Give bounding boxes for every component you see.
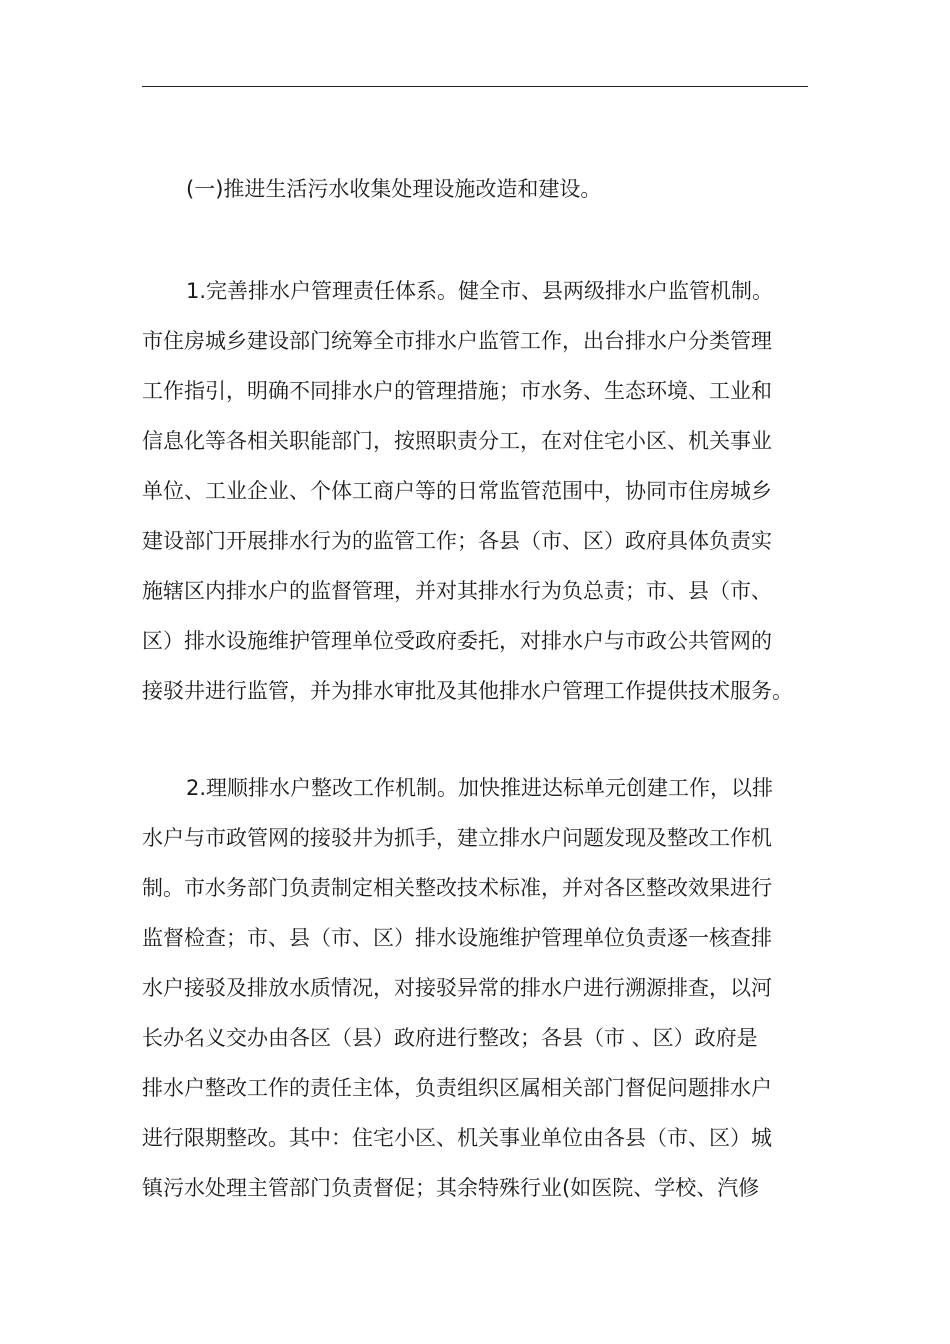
paragraph-line: 长办名义交办由各区（县）政府进行整改；各县（市 、区）政府是 xyxy=(142,1026,758,1050)
section-heading: (一)推进生活污水收集处理设施改造和建设。 xyxy=(186,177,602,201)
paragraph-line: 单位、工业企业、个体工商户等的日常监管范围中，协同市住房城乡 xyxy=(142,479,772,503)
paragraph-line: 镇污水处理主管部门负责督促；其余特殊行业(如医院、学校、汽修 xyxy=(142,1176,760,1200)
paragraph-line: 市住房城乡建设部门统筹全市排水户监管工作，出台排水户分类管理 xyxy=(142,329,772,353)
paragraph-line: 制。市水务部门负责制定相关整改技术标准，并对各区整改效果进行 xyxy=(142,876,772,900)
paragraph-2 xyxy=(142,773,773,1223)
paragraph-line: 区）排水设施维护管理单位受政府委托，对排水户与市政公共管网的 xyxy=(142,629,772,653)
paragraph-line: 水户接驳及排放水质情况，对接驳异常的排水户进行溯源排查，以河 xyxy=(142,976,772,1000)
paragraph-line: 建设部门开展排水行为的监管工作；各县（市、区）政府具体负责实 xyxy=(142,529,772,553)
paragraph-line: 2.理顺排水户整改工作机制。加快推进达标单元创建工作，以排 xyxy=(186,776,774,800)
paragraph-line: 信息化等各相关职能部门，按照职责分工，在对住宅小区、机关事业 xyxy=(142,429,772,453)
paragraph-line: 接驳井进行监管，并为排水审批及其他排水户管理工作提供技术服务。 xyxy=(142,679,793,703)
paragraph-line: 施辖区内排水户的监督管理，并对其排水行为负总责；市、县（市、 xyxy=(142,579,772,603)
paragraph-line: 水户与市政管网的接驳井为抓手，建立排水户问题发现及整改工作机 xyxy=(142,826,772,850)
paragraph-line: 监督检查；市、县（市、区）排水设施维护管理单位负责逐一核查排 xyxy=(142,926,772,950)
paragraph-line: 1.完善排水户管理责任体系。健全市、县两级排水户监管机制。 xyxy=(186,279,774,303)
paragraph-line: 排水户整改工作的责任主体，负责组织区属相关部门督促问题排水户 xyxy=(142,1076,772,1100)
paragraph-line: 进行限期整改。其中：住宅小区、机关事业单位由各县（市、区）城 xyxy=(142,1126,772,1150)
paragraph-1 xyxy=(142,276,793,726)
paragraph-line: 工作指引，明确不同排水户的管理措施；市水务、生态环境、工业和 xyxy=(142,379,772,403)
header-rule xyxy=(142,86,808,87)
